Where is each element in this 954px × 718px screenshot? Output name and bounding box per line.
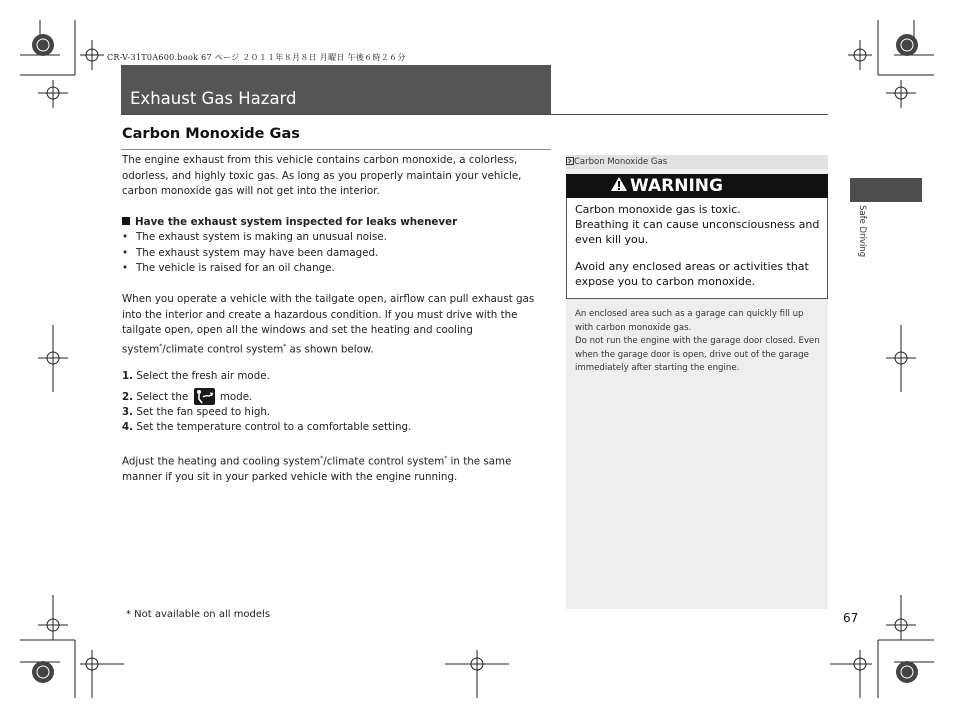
bullet-dot-icon: • — [122, 246, 129, 259]
list-item: • The exhaust system may have been damaged. — [122, 246, 387, 262]
footnote-mark: * — [283, 342, 287, 350]
inspection-subhead-text: Have the exhaust system inspected for leaks whenever — [135, 216, 458, 228]
warning-line: Avoid any enclosed areas or activities that expose you to carbon monoxide. — [575, 260, 809, 288]
note-line: An enclosed area such as a garage can quickly fill up with carbon monoxide gas. — [575, 309, 804, 333]
bullet-dot-icon: • — [122, 262, 129, 274]
sidebar-ref[interactable]: Carbon Monoxide Gas — [566, 155, 667, 169]
footnote-mark: * — [320, 455, 324, 462]
footnote-mark: * — [159, 342, 163, 350]
warning-title: WARNING — [610, 175, 723, 197]
tailgate-paragraph: When you operate a vehicle with the tailgate open, airflow can pull exhaust gas into the interior and create a hazardous condition. If you must drive with the tailgate open, open all the windows and set the heating and cooling system*/climate control system* as shown below. — [122, 293, 535, 355]
footnote-mark: * — [444, 455, 448, 462]
list-item: • The vehicle is raised for an oil change. — [122, 261, 387, 277]
step-1: 1. Select the fresh air mode. — [122, 370, 270, 382]
registration-target-icon — [32, 34, 918, 683]
intro-paragraph: The engine exhaust from this vehicle contains carbon monoxide, a colorless, odorless, and highly toxic gas. As long as you properly maintain your vehicle, carbon monoxide gas will not get into the interior. — [122, 154, 522, 197]
section-tab-label: Safe Driving — [857, 205, 867, 258]
step-2: 2. Select the mode. — [122, 388, 252, 406]
warning-line: Breathing it can cause unconsciousness and even kill you. — [575, 218, 820, 246]
warning-line: Carbon monoxide gas is toxic. — [575, 203, 741, 216]
footnote: * Not available on all models — [126, 609, 271, 620]
page-title: Exhaust Gas Hazard — [130, 89, 297, 108]
page-number: 67 — [843, 611, 859, 625]
list-item: • The exhaust system is making an unusual noise. — [122, 230, 387, 246]
parked-paragraph: Adjust the heating and cooling system*/climate control system* in the same manner if you sit in your parked vehicle with the engine running. — [122, 455, 512, 483]
print-header: CR-V-31T0A600.book 67 ページ ２０１１年８月８日 月曜日 午後６時２６分 — [107, 53, 406, 62]
step-4: 4. Set the temperature control to a comfortable setting. — [122, 421, 412, 433]
note-line: Do not run the engine with the garage door closed. Even when the garage door is open, drive out of the garage immediately after starting the engine. — [575, 336, 820, 373]
crosshair-marks — [38, 40, 916, 698]
step-3: 3. Set the fan speed to high. — [122, 406, 271, 418]
section-heading: Carbon Monoxide Gas — [122, 126, 300, 142]
bullet-dot-icon: • — [122, 231, 129, 243]
